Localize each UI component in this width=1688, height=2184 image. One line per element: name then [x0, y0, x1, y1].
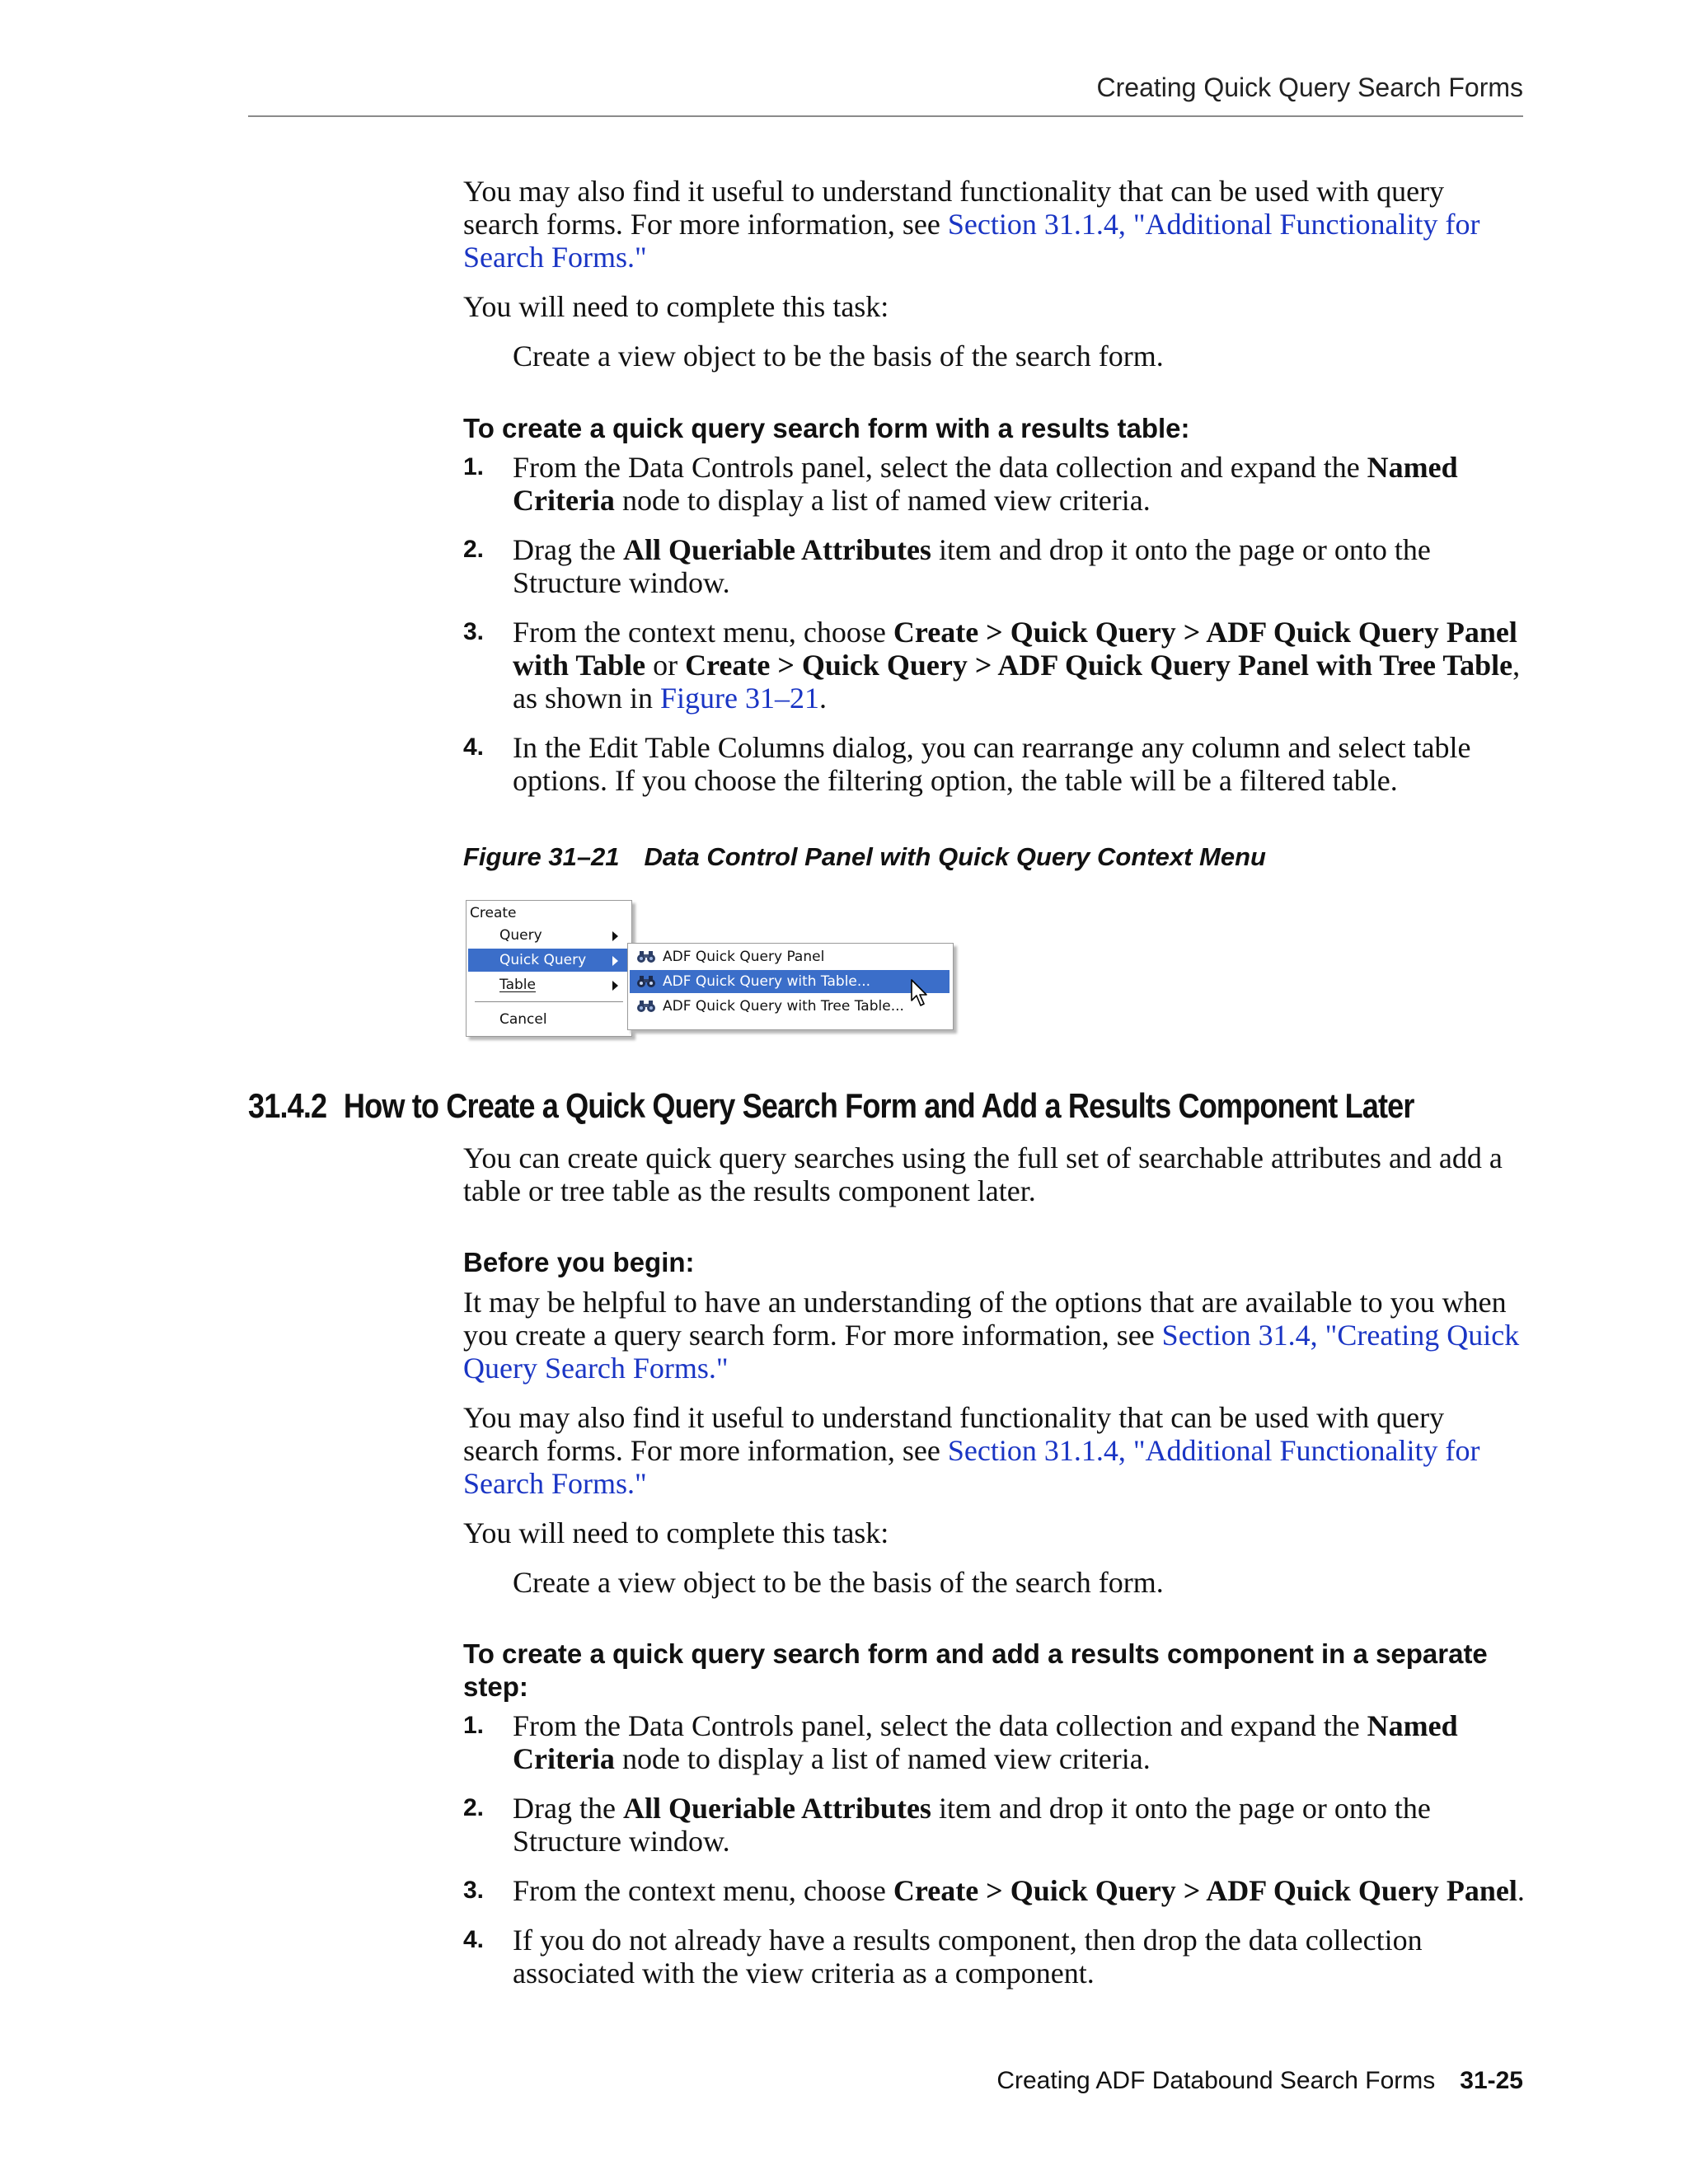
submenu-item-label: ADF Quick Query Panel: [663, 949, 825, 965]
step-text: node to display a list of named view criteria.: [614, 1742, 1151, 1775]
step-number: 3.: [463, 1877, 485, 1904]
running-header: Creating Quick Query Search Forms: [1096, 73, 1523, 102]
step-text: From the Data Controls panel, select the data collection and expand the: [513, 1709, 1367, 1742]
menu-item-quick-query[interactable]: [468, 949, 630, 972]
submenu-item-label: ADF Quick Query with Tree Table...: [663, 998, 904, 1015]
quick-query-submenu: [627, 943, 954, 1030]
procedure-title: To create a quick query search form with a results table:: [463, 413, 1190, 443]
step2-2: [463, 1792, 1526, 1858]
before-you-begin-heading: Before you begin:: [463, 1247, 695, 1277]
step-text: .: [819, 682, 827, 715]
step2-3: [463, 1874, 1526, 1907]
procedure-2-title: To create a quick query search form and add a results component in a separate step:: [463, 1638, 1488, 1702]
menu-item-table[interactable]: [468, 973, 630, 996]
binoculars-icon: [636, 1000, 656, 1013]
task-intro-2: You will need to complete this task:: [463, 1516, 889, 1549]
step-bold: Named Criteria: [513, 451, 1458, 517]
step-text: item and drop it onto the page or onto the Structure window.: [513, 533, 1431, 599]
task-item: Create a view object to be the basis of the search form.: [513, 340, 1164, 373]
step-text: From the context menu, choose: [513, 1874, 893, 1907]
menu-item-label: Quick Query: [499, 952, 587, 968]
step-bold: Create > Quick Query > ADF Quick Query Panel: [893, 1874, 1517, 1907]
step-number: 1.: [463, 1712, 485, 1739]
binoculars-icon: [636, 975, 656, 988]
context-menu: [466, 900, 632, 1037]
menu-title: Create: [470, 905, 517, 921]
submenu-arrow-icon: [612, 981, 618, 991]
step-bold: Named Criteria: [513, 1709, 1458, 1775]
menu-item-cancel[interactable]: [468, 1008, 630, 1031]
footer-title: Creating ADF Databound Search Forms: [996, 2067, 1436, 2094]
step-text: From the Data Controls panel, select the data collection and expand the: [513, 451, 1367, 484]
page-number: 31-25: [1460, 2067, 1523, 2094]
figure-number: Figure 31–21: [463, 842, 620, 871]
submenu-item-quick-query-with-table[interactable]: [630, 970, 950, 993]
step-bold: Create > Quick Query > ADF Quick Query Panel with Tree Table: [685, 649, 1513, 682]
step-4: [463, 731, 1526, 797]
step-number: 2.: [463, 536, 485, 563]
section-intro: You can create quick query searches using the full set of searchable attributes and add a table or tree table as the results component later.: [463, 1141, 1503, 1207]
step-text: node to display a list of named view criteria.: [614, 484, 1151, 517]
link-additional-functionality[interactable]: Section 31.1.4, "Additional Functionality for Search Forms.": [463, 1434, 1480, 1500]
submenu-item-quick-query-with-tree-table[interactable]: [630, 995, 950, 1018]
link-creating-quick-query[interactable]: Section 31.4, "Creating Quick Query Search Forms.": [463, 1319, 1520, 1385]
menu-item-label: Query: [499, 927, 542, 944]
step-text: From the context menu, choose: [513, 616, 893, 649]
step-number: 1.: [463, 453, 485, 480]
step2-1: [463, 1709, 1526, 1775]
step-text: Drag the: [513, 533, 623, 566]
paragraph-text: It may be helpful to have an understanding of the options that are available to you when you create a query search form. For more information, see: [463, 1286, 1507, 1352]
step-text: item and drop it onto the page or onto the Structure window.: [513, 1792, 1431, 1858]
binoculars-icon: [636, 950, 656, 963]
step2-4: [463, 1924, 1526, 1990]
step-number: 4.: [463, 1926, 485, 1953]
step-text: or: [645, 649, 686, 682]
intro-text: You may also find it useful to understand functionality that can be used with query search forms. For more information, see: [463, 175, 1445, 241]
figure-link[interactable]: Figure 31–21: [660, 682, 819, 715]
step-1: [463, 451, 1526, 517]
submenu-item-quick-query-panel[interactable]: [630, 945, 950, 968]
step-text: .: [1517, 1874, 1525, 1907]
menu-item-label: Table: [499, 977, 536, 993]
intro-paragraph: [463, 175, 1526, 274]
step-bold: All Queriable Attributes: [622, 533, 931, 566]
page-footer: [996, 2067, 1523, 2095]
submenu-item-label: ADF Quick Query with Table...: [663, 973, 871, 990]
menu-divider: [475, 1001, 623, 1002]
task-intro: You will need to complete this task:: [463, 290, 889, 323]
figure-title: Data Control Panel with Quick Query Context Menu: [644, 842, 1266, 871]
step-bold: Create > Quick Query > ADF Quick Query Panel with Table: [513, 616, 1517, 682]
section-number: 31.4.2: [248, 1086, 327, 1125]
section-heading: [248, 1086, 1414, 1126]
section-title: How to Create a Quick Query Search Form and Add a Results Component Later: [343, 1086, 1414, 1125]
menu-item-label: Cancel: [499, 1011, 547, 1028]
step-text: In the Edit Table Columns dialog, you can rearrange any column and select table options. If you choose the filtering option, the table will be a filtered table.: [513, 731, 1471, 797]
before-paragraph-1: [463, 1286, 1526, 1385]
step-number: 4.: [463, 733, 485, 761]
step-text: , as shown in: [513, 649, 1521, 715]
submenu-arrow-icon: [612, 956, 618, 966]
context-menu-figure: [464, 898, 959, 1038]
step-text: Drag the: [513, 1792, 623, 1825]
figure-caption: [463, 842, 1266, 872]
step-3: [463, 616, 1526, 715]
step-bold: All Queriable Attributes: [622, 1792, 931, 1825]
step-text: If you do not already have a results component, then drop the data collection associated with the view criteria as a component.: [513, 1924, 1423, 1990]
step-number: 3.: [463, 618, 485, 645]
before-paragraph-2: [463, 1401, 1526, 1500]
menu-item-query[interactable]: [468, 924, 630, 947]
header-rule: [248, 115, 1523, 117]
step-2: [463, 533, 1526, 599]
task-item-2: Create a view object to be the basis of the search form.: [513, 1566, 1164, 1599]
submenu-arrow-icon: [612, 931, 618, 941]
intro-link-additional-functionality[interactable]: Section 31.1.4, "Additional Functionality for Search Forms.": [463, 208, 1480, 274]
step-number: 2.: [463, 1794, 485, 1821]
paragraph-text: You may also find it useful to understand functionality that can be used with query search forms. For more information, see: [463, 1401, 1445, 1467]
mouse-cursor-icon: [911, 979, 929, 1007]
